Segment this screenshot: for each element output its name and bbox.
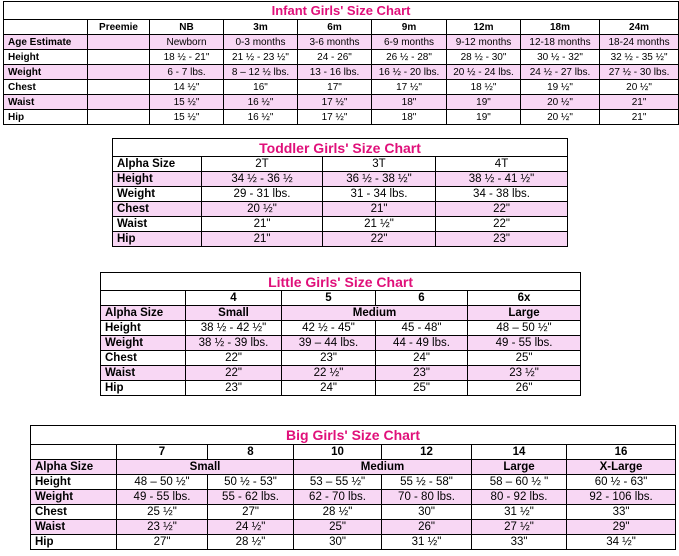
cell [88, 65, 150, 80]
table-row [4, 80, 679, 95]
cell: 38 ½ - 39 lbs. [186, 336, 282, 351]
table-row [4, 50, 679, 65]
cell: 58 – 60 ½ " [472, 475, 567, 490]
cell: 23" [376, 366, 468, 381]
toddler-chart-title: Toddler Girls' Size Chart [113, 139, 568, 157]
row-label: Chest [31, 505, 117, 520]
cell: 16 ½ - 20 lbs. [372, 65, 447, 80]
cell: 26" [382, 520, 472, 535]
cell: 80 - 92 lbs. [472, 490, 567, 505]
cell: 18-24 months [600, 35, 679, 50]
cell: 22" [323, 232, 436, 247]
cell [88, 110, 150, 125]
cell: 36 ½ - 38 ½" [323, 172, 436, 187]
big-size-chart [30, 425, 676, 550]
cell: 33" [472, 535, 567, 550]
row-label: Waist [101, 366, 186, 381]
cell: 21" [323, 202, 436, 217]
table-row [101, 321, 581, 336]
cell: 34 ½" [567, 535, 676, 550]
size-header: 14 [472, 445, 567, 460]
cell: 22" [436, 202, 568, 217]
cell: 2T [202, 157, 323, 172]
size-header: 6 [376, 291, 468, 306]
infant-chart-title: Infant Girls' Size Chart [4, 2, 679, 20]
cell: 22" [186, 351, 282, 366]
row-label: Alpha Size [101, 306, 186, 321]
table-row [101, 381, 581, 396]
cell: 29" [567, 520, 676, 535]
cell: 20 ½" [600, 80, 679, 95]
cell: 6 - 7 lbs. [150, 65, 224, 80]
alpha-size: Small [117, 460, 294, 475]
cell: 24 - 26" [298, 50, 372, 65]
cell: 28 ½" [294, 505, 382, 520]
cell: 18 ½" [447, 80, 521, 95]
cell: 20 ½" [521, 95, 600, 110]
size-header: 24m [600, 20, 679, 35]
cell: 4T [436, 157, 568, 172]
row-label: Height [31, 475, 117, 490]
table-row [113, 232, 568, 247]
cell: 16 ½" [224, 110, 298, 125]
size-header: 12m [447, 20, 521, 35]
cell: 22" [186, 366, 282, 381]
row-label: Hip [31, 535, 117, 550]
cell: 16 ½" [224, 95, 298, 110]
cell: 44 - 49 lbs. [376, 336, 468, 351]
row-label: Waist [31, 520, 117, 535]
cell: 50 ½ - 53" [208, 475, 294, 490]
cell: 18 ½ - 21" [150, 50, 224, 65]
row-label: Chest [4, 80, 88, 95]
cell: 31 ½" [472, 505, 567, 520]
alpha-size: Medium [294, 460, 472, 475]
cell: 28 ½" [208, 535, 294, 550]
cell [88, 35, 150, 50]
cell: 12-18 months [521, 35, 600, 50]
alpha-size: X-Large [567, 460, 676, 475]
table-row [113, 172, 568, 187]
size-header: 5 [282, 291, 376, 306]
cell: 18" [372, 95, 447, 110]
cell: 18" [372, 110, 447, 125]
cell: 29 - 31 lbs. [202, 187, 323, 202]
cell: 62 - 70 lbs. [294, 490, 382, 505]
alpha-size: Large [472, 460, 567, 475]
size-header: 6m [298, 20, 372, 35]
toddler-size-chart [112, 138, 568, 247]
cell: 17 ½" [372, 80, 447, 95]
cell: 3-6 months [298, 35, 372, 50]
table-row [31, 535, 676, 550]
cell: 30 ½ - 32" [521, 50, 600, 65]
cell: 21 ½" [323, 217, 436, 232]
table-row [31, 475, 676, 490]
row-label: Hip [4, 110, 88, 125]
row-label: Hip [113, 232, 202, 247]
table-row [4, 95, 679, 110]
cell: 20 ½" [521, 110, 600, 125]
cell: 17" [298, 80, 372, 95]
row-label: Hip [101, 381, 186, 396]
cell: 24 ½" [208, 520, 294, 535]
size-header: 8 [208, 445, 294, 460]
row-label: Chest [101, 351, 186, 366]
row-label: Alpha Size [113, 157, 202, 172]
cell [88, 95, 150, 110]
big-chart-title: Big Girls' Size Chart [31, 426, 676, 445]
cell: 92 - 106 lbs. [567, 490, 676, 505]
cell: 34 - 38 lbs. [436, 187, 568, 202]
cell: 9-12 months [447, 35, 521, 50]
cell: 17 ½" [298, 95, 372, 110]
size-header: 4 [186, 291, 282, 306]
cell: 8 – 12 ½ lbs. [224, 65, 298, 80]
alpha-size: Small [186, 306, 282, 321]
cell: 31 ½" [382, 535, 472, 550]
size-header: 16 [567, 445, 676, 460]
cell: 21 ½ - 23 ½" [224, 50, 298, 65]
cell: 48 – 50 ½" [468, 321, 581, 336]
row-label: Chest [113, 202, 202, 217]
cell: 22 ½" [282, 366, 376, 381]
cell: 38 ½ - 42 ½" [186, 321, 282, 336]
row-label: Height [4, 50, 88, 65]
cell: 23" [282, 351, 376, 366]
table-row [101, 306, 581, 321]
cell: 24" [282, 381, 376, 396]
cell: 23 ½" [117, 520, 208, 535]
little-chart-title: Little Girls' Size Chart [101, 273, 581, 291]
size-header: Preemie [88, 20, 150, 35]
cell: 23" [436, 232, 568, 247]
cell: 20 ½" [202, 202, 323, 217]
corner-cell [4, 20, 88, 35]
cell: 0-3 months [224, 35, 298, 50]
cell: 19" [447, 110, 521, 125]
table-row [101, 351, 581, 366]
table-row [31, 490, 676, 505]
corner-cell [101, 291, 186, 306]
row-label: Weight [101, 336, 186, 351]
alpha-size: Medium [282, 306, 468, 321]
cell [88, 80, 150, 95]
cell: 21" [600, 95, 679, 110]
cell: 49 - 55 lbs. [117, 490, 208, 505]
cell: 23 ½" [468, 366, 581, 381]
cell: 39 – 44 lbs. [282, 336, 376, 351]
table-row [113, 187, 568, 202]
cell: 15 ½" [150, 110, 224, 125]
cell: 14 ½" [150, 80, 224, 95]
size-header: 3m [224, 20, 298, 35]
little-size-chart [100, 272, 581, 396]
cell: 21" [600, 110, 679, 125]
cell: 45 - 48" [376, 321, 468, 336]
row-label: Weight [113, 187, 202, 202]
table-row [31, 520, 676, 535]
cell: 23" [186, 381, 282, 396]
cell: 48 – 50 ½" [117, 475, 208, 490]
cell: 34 ½ - 36 ½ [202, 172, 323, 187]
corner-cell [31, 445, 117, 460]
row-label: Height [113, 172, 202, 187]
cell: 32 ½ - 35 ½" [600, 50, 679, 65]
cell [88, 50, 150, 65]
table-row [31, 460, 676, 475]
cell: 25 ½" [117, 505, 208, 520]
cell: 27 ½ - 30 lbs. [600, 65, 679, 80]
table-row [113, 217, 568, 232]
row-label: Weight [4, 65, 88, 80]
cell: 31 - 34 lbs. [323, 187, 436, 202]
row-label: Alpha Size [31, 460, 117, 475]
cell: 21" [202, 217, 323, 232]
cell: 15 ½" [150, 95, 224, 110]
cell: 27" [208, 505, 294, 520]
cell: 38 ½ - 41 ½" [436, 172, 568, 187]
cell: 21" [202, 232, 323, 247]
cell: Newborn [150, 35, 224, 50]
cell: 49 - 55 lbs. [468, 336, 581, 351]
cell: 25" [376, 381, 468, 396]
row-label: Waist [4, 95, 88, 110]
size-header: NB [150, 20, 224, 35]
table-row [4, 110, 679, 125]
cell: 42 ½ - 45" [282, 321, 376, 336]
cell: 27 ½" [472, 520, 567, 535]
cell: 13 - 16 lbs. [298, 65, 372, 80]
table-row [4, 35, 679, 50]
cell: 26 ½ - 28" [372, 50, 447, 65]
row-label: Waist [113, 217, 202, 232]
cell: 55 - 62 lbs. [208, 490, 294, 505]
cell: 22" [436, 217, 568, 232]
cell: 70 - 80 lbs. [382, 490, 472, 505]
table-row [113, 202, 568, 217]
cell: 27" [117, 535, 208, 550]
size-header: 18m [521, 20, 600, 35]
cell: 26" [468, 381, 581, 396]
cell: 16" [224, 80, 298, 95]
cell: 3T [323, 157, 436, 172]
cell: 55 ½ - 58" [382, 475, 472, 490]
cell: 25" [294, 520, 382, 535]
infant-size-chart [3, 1, 679, 125]
cell: 19 ½" [521, 80, 600, 95]
table-row [113, 157, 568, 172]
size-header: 7 [117, 445, 208, 460]
table-row [101, 366, 581, 381]
cell: 53 – 55 ½" [294, 475, 382, 490]
cell: 24 ½ - 27 lbs. [521, 65, 600, 80]
cell: 19" [447, 95, 521, 110]
table-row [31, 505, 676, 520]
cell: 6-9 months [372, 35, 447, 50]
cell: 33" [567, 505, 676, 520]
size-header: 9m [372, 20, 447, 35]
cell: 20 ½ - 24 lbs. [447, 65, 521, 80]
size-header: 6x [468, 291, 581, 306]
cell: 24" [376, 351, 468, 366]
table-row [101, 336, 581, 351]
table-row [4, 65, 679, 80]
size-header: 10 [294, 445, 382, 460]
size-header: 12 [382, 445, 472, 460]
cell: 28 ½ - 30" [447, 50, 521, 65]
cell: 25" [468, 351, 581, 366]
cell: 30" [294, 535, 382, 550]
cell: 60 ½ - 63" [567, 475, 676, 490]
alpha-size: Large [468, 306, 581, 321]
row-label: Weight [31, 490, 117, 505]
cell: 17 ½" [298, 110, 372, 125]
row-label: Age Estimate [4, 35, 88, 50]
row-label: Height [101, 321, 186, 336]
cell: 30" [382, 505, 472, 520]
